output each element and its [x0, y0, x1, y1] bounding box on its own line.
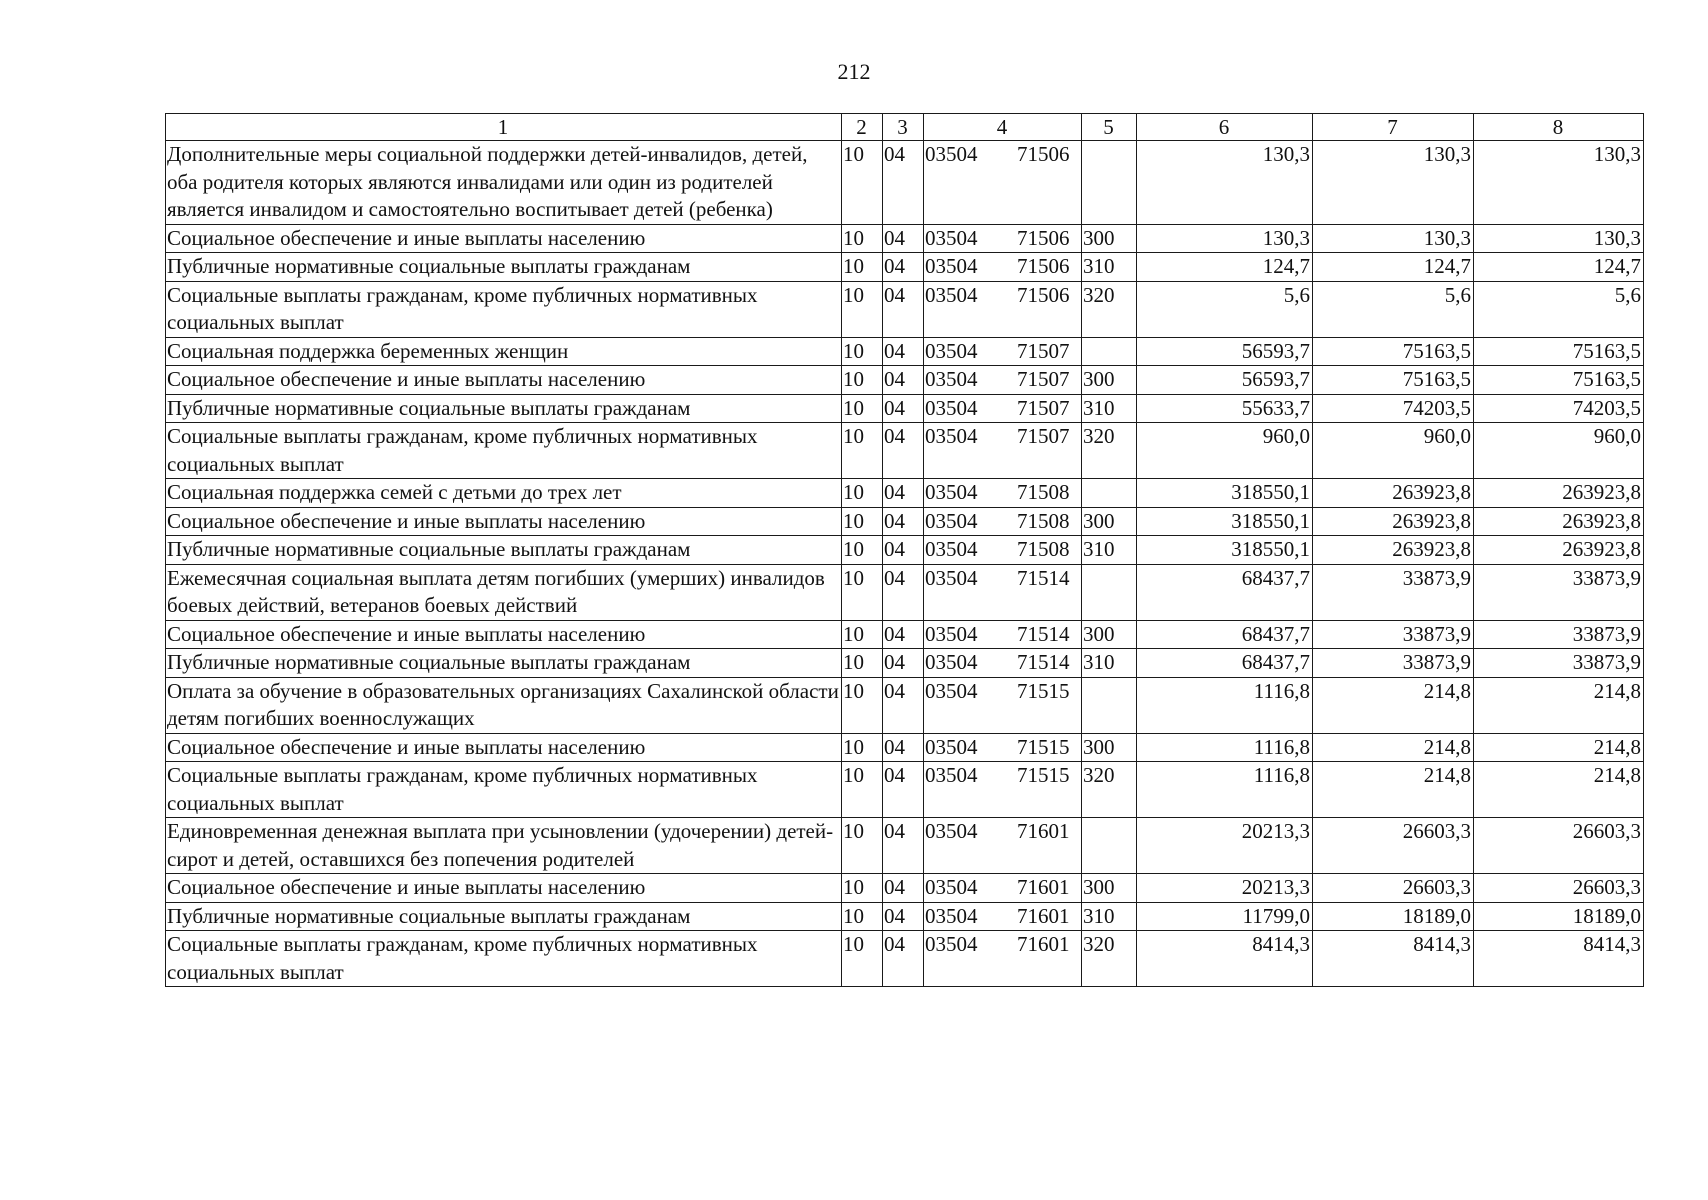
- row-target-article: [924, 762, 1082, 818]
- row-section-code: 10: [842, 423, 883, 479]
- row-name: Публичные нормативные социальные выплаты гражданам: [166, 649, 842, 678]
- row-subsection-code: 04: [883, 536, 924, 565]
- row-subsection-code: 04: [883, 394, 924, 423]
- row-direction-code: 71601: [1017, 932, 1070, 956]
- header-col-5: 5: [1082, 114, 1137, 141]
- header-col-8: 8: [1474, 114, 1644, 141]
- row-expense-type: [1082, 479, 1137, 508]
- row-expense-type: 310: [1082, 253, 1137, 282]
- table-body: [166, 141, 1644, 987]
- row-amount-col7: 263923,8: [1313, 536, 1474, 565]
- row-amount-col8: 263923,8: [1474, 479, 1644, 508]
- row-amount-col6: 130,3: [1137, 224, 1313, 253]
- row-name: Публичные нормативные социальные выплаты гражданам: [166, 253, 842, 282]
- row-direction-code: 71506: [1017, 282, 1070, 307]
- row-amount-col7: 74203,5: [1313, 394, 1474, 423]
- row-amount-col8: 960,0: [1474, 423, 1644, 479]
- row-target-article: [924, 902, 1082, 931]
- row-subsection-code: 04: [883, 818, 924, 874]
- row-target-article: [924, 733, 1082, 762]
- row-expense-type: [1082, 564, 1137, 620]
- row-amount-col6: 68437,7: [1137, 620, 1313, 649]
- row-program-code: 03504: [925, 508, 978, 533]
- row-target-article: [924, 479, 1082, 508]
- row-direction-code: 71506: [1017, 254, 1070, 278]
- row-section-code: 10: [842, 366, 883, 395]
- row-amount-col8: 214,8: [1474, 733, 1644, 762]
- row-program-code: 03504: [925, 142, 978, 166]
- row-expense-type: 320: [1082, 281, 1137, 337]
- row-direction-code: 71507: [1017, 395, 1070, 420]
- row-amount-col8: 214,8: [1474, 762, 1644, 818]
- row-expense-type: 300: [1082, 366, 1137, 395]
- row-expense-type: 300: [1082, 507, 1137, 536]
- row-amount-col6: 55633,7: [1137, 394, 1313, 423]
- row-program-code: 03504: [925, 819, 978, 843]
- row-target-article: [924, 394, 1082, 423]
- row-program-code: 03504: [925, 395, 978, 420]
- table-row: [166, 253, 1644, 282]
- row-amount-col8: 263923,8: [1474, 536, 1644, 565]
- row-amount-col6: 5,6: [1137, 281, 1313, 337]
- table-row: [166, 620, 1644, 649]
- row-amount-col8: 5,6: [1474, 281, 1644, 337]
- row-target-article: [924, 818, 1082, 874]
- row-name: Ежемесячная социальная выплата детям погибших (умерших) инвалидов боевых действий, ветеранов боевых действий: [166, 564, 842, 620]
- table-row: [166, 337, 1644, 366]
- row-amount-col6: 56593,7: [1137, 337, 1313, 366]
- row-amount-col7: 5,6: [1313, 281, 1474, 337]
- row-amount-col7: 26603,3: [1313, 818, 1474, 874]
- row-name: Социальное обеспечение и иные выплаты населению: [166, 733, 842, 762]
- row-amount-col7: 263923,8: [1313, 479, 1474, 508]
- row-target-article: [924, 874, 1082, 903]
- row-direction-code: 71506: [1017, 142, 1070, 166]
- row-amount-col8: 130,3: [1474, 224, 1644, 253]
- header-col-1: 1: [166, 114, 842, 141]
- header-col-2: 2: [842, 114, 883, 141]
- row-amount-col6: 56593,7: [1137, 366, 1313, 395]
- row-name: Социальное обеспечение и иные выплаты населению: [166, 620, 842, 649]
- row-name: Социальные выплаты гражданам, кроме публичных нормативных социальных выплат: [166, 423, 842, 479]
- row-name: Социальное обеспечение и иные выплаты населению: [166, 874, 842, 903]
- header-col-6: 6: [1137, 114, 1313, 141]
- row-amount-col7: 33873,9: [1313, 564, 1474, 620]
- row-direction-code: 71514: [1017, 565, 1070, 590]
- row-expense-type: 310: [1082, 649, 1137, 678]
- row-name: Публичные нормативные социальные выплаты гражданам: [166, 902, 842, 931]
- row-amount-col7: 33873,9: [1313, 620, 1474, 649]
- row-amount-col6: 11799,0: [1137, 902, 1313, 931]
- row-amount-col6: 1116,8: [1137, 762, 1313, 818]
- row-target-article: [924, 620, 1082, 649]
- row-direction-code: 71515: [1017, 763, 1070, 787]
- row-subsection-code: 04: [883, 620, 924, 649]
- row-program-code: 03504: [925, 621, 978, 646]
- row-amount-col6: 124,7: [1137, 253, 1313, 282]
- row-section-code: 10: [842, 931, 883, 987]
- row-section-code: 10: [842, 536, 883, 565]
- budget-table: [165, 113, 1644, 987]
- row-expense-type: 300: [1082, 874, 1137, 903]
- row-amount-col8: 75163,5: [1474, 366, 1644, 395]
- row-amount-col7: 75163,5: [1313, 337, 1474, 366]
- row-amount-col7: 130,3: [1313, 141, 1474, 225]
- row-program-code: 03504: [925, 932, 978, 956]
- row-program-code: 03504: [925, 537, 978, 561]
- row-amount-col7: 26603,3: [1313, 874, 1474, 903]
- row-target-article: [924, 649, 1082, 678]
- row-target-article: [924, 281, 1082, 337]
- table-row: [166, 733, 1644, 762]
- row-expense-type: 320: [1082, 762, 1137, 818]
- row-program-code: 03504: [925, 763, 978, 787]
- row-program-code: 03504: [925, 225, 978, 250]
- table-row: [166, 536, 1644, 565]
- row-subsection-code: 04: [883, 677, 924, 733]
- row-direction-code: 71601: [1017, 903, 1070, 928]
- row-section-code: 10: [842, 874, 883, 903]
- row-name: Социальное обеспечение и иные выплаты населению: [166, 507, 842, 536]
- table-row: [166, 423, 1644, 479]
- row-subsection-code: 04: [883, 224, 924, 253]
- row-name: Публичные нормативные социальные выплаты гражданам: [166, 394, 842, 423]
- row-program-code: 03504: [925, 282, 978, 307]
- row-amount-col6: 130,3: [1137, 141, 1313, 225]
- row-subsection-code: 04: [883, 874, 924, 903]
- row-name: Публичные нормативные социальные выплаты гражданам: [166, 536, 842, 565]
- row-amount-col6: 20213,3: [1137, 818, 1313, 874]
- row-subsection-code: 04: [883, 479, 924, 508]
- row-expense-type: 310: [1082, 902, 1137, 931]
- row-subsection-code: 04: [883, 733, 924, 762]
- table-row: [166, 366, 1644, 395]
- row-program-code: 03504: [925, 424, 978, 448]
- row-section-code: 10: [842, 479, 883, 508]
- row-direction-code: 71508: [1017, 537, 1070, 561]
- row-program-code: 03504: [925, 254, 978, 278]
- row-program-code: 03504: [925, 480, 978, 504]
- row-amount-col6: 318550,1: [1137, 507, 1313, 536]
- row-amount-col8: 214,8: [1474, 677, 1644, 733]
- row-program-code: 03504: [925, 903, 978, 928]
- row-program-code: 03504: [925, 367, 978, 391]
- row-program-code: 03504: [925, 565, 978, 590]
- row-program-code: 03504: [925, 338, 978, 363]
- row-section-code: 10: [842, 762, 883, 818]
- row-target-article: [924, 337, 1082, 366]
- row-amount-col8: 130,3: [1474, 141, 1644, 225]
- table-row: [166, 564, 1644, 620]
- row-name: Оплата за обучение в образовательных организациях Сахалинской области детям погибших военнослужащих: [166, 677, 842, 733]
- row-direction-code: 71507: [1017, 367, 1070, 391]
- row-amount-col6: 20213,3: [1137, 874, 1313, 903]
- row-amount-col7: 214,8: [1313, 733, 1474, 762]
- header-col-7: 7: [1313, 114, 1474, 141]
- row-expense-type: [1082, 818, 1137, 874]
- table-row: [166, 818, 1644, 874]
- row-amount-col6: 1116,8: [1137, 677, 1313, 733]
- row-direction-code: 71601: [1017, 819, 1070, 843]
- row-target-article: [924, 224, 1082, 253]
- row-target-article: [924, 253, 1082, 282]
- table-row: [166, 224, 1644, 253]
- row-amount-col6: 68437,7: [1137, 564, 1313, 620]
- row-section-code: 10: [842, 253, 883, 282]
- row-amount-col7: 214,8: [1313, 677, 1474, 733]
- row-target-article: [924, 536, 1082, 565]
- row-target-article: [924, 564, 1082, 620]
- row-subsection-code: 04: [883, 337, 924, 366]
- row-direction-code: 71601: [1017, 875, 1070, 899]
- row-subsection-code: 04: [883, 931, 924, 987]
- row-amount-col7: 960,0: [1313, 423, 1474, 479]
- row-amount-col7: 124,7: [1313, 253, 1474, 282]
- row-amount-col8: 124,7: [1474, 253, 1644, 282]
- page-number: 212: [837, 59, 871, 84]
- row-subsection-code: 04: [883, 902, 924, 931]
- row-amount-col6: 1116,8: [1137, 733, 1313, 762]
- row-amount-col7: 130,3: [1313, 224, 1474, 253]
- header-col-4: 4: [924, 114, 1082, 141]
- row-name: Единовременная денежная выплата при усыновлении (удочерении) детей-сирот и детей, оставшихся без попечения родителей: [166, 818, 842, 874]
- row-amount-col8: 18189,0: [1474, 902, 1644, 931]
- row-amount-col6: 318550,1: [1137, 479, 1313, 508]
- row-subsection-code: 04: [883, 649, 924, 678]
- row-name: Социальные выплаты гражданам, кроме публичных нормативных социальных выплат: [166, 931, 842, 987]
- table-row: [166, 874, 1644, 903]
- row-target-article: [924, 507, 1082, 536]
- row-amount-col6: 8414,3: [1137, 931, 1313, 987]
- row-amount-col7: 18189,0: [1313, 902, 1474, 931]
- table-row: [166, 394, 1644, 423]
- row-amount-col8: 33873,9: [1474, 620, 1644, 649]
- row-direction-code: 71514: [1017, 650, 1070, 674]
- row-amount-col7: 33873,9: [1313, 649, 1474, 678]
- row-expense-type: [1082, 677, 1137, 733]
- row-expense-type: 320: [1082, 931, 1137, 987]
- row-amount-col7: 263923,8: [1313, 507, 1474, 536]
- row-amount-col7: 214,8: [1313, 762, 1474, 818]
- row-section-code: 10: [842, 902, 883, 931]
- table-row: [166, 677, 1644, 733]
- row-name: Социальные выплаты гражданам, кроме публичных нормативных социальных выплат: [166, 281, 842, 337]
- row-amount-col8: 74203,5: [1474, 394, 1644, 423]
- table-row: [166, 507, 1644, 536]
- row-subsection-code: 04: [883, 281, 924, 337]
- row-name: Социальное обеспечение и иные выплаты населению: [166, 224, 842, 253]
- row-name: Социальная поддержка беременных женщин: [166, 337, 842, 366]
- table-row: [166, 281, 1644, 337]
- row-amount-col6: 960,0: [1137, 423, 1313, 479]
- row-program-code: 03504: [925, 875, 978, 899]
- row-name: Социальное обеспечение и иные выплаты населению: [166, 366, 842, 395]
- row-direction-code: 71508: [1017, 480, 1070, 504]
- row-section-code: 10: [842, 677, 883, 733]
- row-amount-col6: 68437,7: [1137, 649, 1313, 678]
- row-amount-col8: 263923,8: [1474, 507, 1644, 536]
- row-direction-code: 71507: [1017, 338, 1070, 363]
- row-subsection-code: 04: [883, 366, 924, 395]
- row-subsection-code: 04: [883, 762, 924, 818]
- row-section-code: 10: [842, 141, 883, 225]
- row-section-code: 10: [842, 620, 883, 649]
- row-direction-code: 71508: [1017, 508, 1070, 533]
- table-row: [166, 141, 1644, 225]
- row-amount-col8: 33873,9: [1474, 564, 1644, 620]
- row-section-code: 10: [842, 224, 883, 253]
- row-program-code: 03504: [925, 678, 978, 703]
- table-row: [166, 931, 1644, 987]
- row-program-code: 03504: [925, 734, 978, 759]
- row-target-article: [924, 141, 1082, 225]
- row-target-article: [924, 423, 1082, 479]
- row-expense-type: 300: [1082, 224, 1137, 253]
- row-amount-col6: 318550,1: [1137, 536, 1313, 565]
- table-header: [166, 114, 1644, 141]
- row-subsection-code: 04: [883, 564, 924, 620]
- row-expense-type: [1082, 141, 1137, 225]
- row-target-article: [924, 931, 1082, 987]
- row-section-code: 10: [842, 564, 883, 620]
- row-subsection-code: 04: [883, 423, 924, 479]
- row-amount-col8: 33873,9: [1474, 649, 1644, 678]
- row-direction-code: 71515: [1017, 678, 1070, 703]
- row-section-code: 10: [842, 337, 883, 366]
- row-section-code: 10: [842, 394, 883, 423]
- table-row: [166, 649, 1644, 678]
- row-amount-col8: 75163,5: [1474, 337, 1644, 366]
- row-direction-code: 71514: [1017, 621, 1070, 646]
- row-amount-col7: 75163,5: [1313, 366, 1474, 395]
- row-amount-col7: 8414,3: [1313, 931, 1474, 987]
- header-col-3: 3: [883, 114, 924, 141]
- row-section-code: 10: [842, 281, 883, 337]
- row-subsection-code: 04: [883, 507, 924, 536]
- row-expense-type: 310: [1082, 394, 1137, 423]
- row-section-code: 10: [842, 507, 883, 536]
- row-target-article: [924, 677, 1082, 733]
- row-section-code: 10: [842, 818, 883, 874]
- row-section-code: 10: [842, 733, 883, 762]
- row-direction-code: 71507: [1017, 424, 1070, 448]
- header-row: [166, 114, 1644, 141]
- table-row: [166, 902, 1644, 931]
- row-expense-type: 300: [1082, 733, 1137, 762]
- row-program-code: 03504: [925, 650, 978, 674]
- row-target-article: [924, 366, 1082, 395]
- row-expense-type: 320: [1082, 423, 1137, 479]
- row-section-code: 10: [842, 649, 883, 678]
- row-direction-code: 71515: [1017, 734, 1070, 759]
- row-subsection-code: 04: [883, 253, 924, 282]
- row-expense-type: 310: [1082, 536, 1137, 565]
- row-expense-type: [1082, 337, 1137, 366]
- row-direction-code: 71506: [1017, 225, 1070, 250]
- table-row: [166, 479, 1644, 508]
- row-subsection-code: 04: [883, 141, 924, 225]
- table-row: [166, 762, 1644, 818]
- row-expense-type: 300: [1082, 620, 1137, 649]
- row-name: Социальная поддержка семей с детьми до трех лет: [166, 479, 842, 508]
- row-amount-col8: 26603,3: [1474, 874, 1644, 903]
- row-name: Социальные выплаты гражданам, кроме публичных нормативных социальных выплат: [166, 762, 842, 818]
- row-amount-col8: 26603,3: [1474, 818, 1644, 874]
- row-amount-col8: 8414,3: [1474, 931, 1644, 987]
- row-name: Дополнительные меры социальной поддержки детей-инвалидов, детей, оба родителя которых являются инвалидами или один из родителей является инвалидом и самостоятельно воспитывает детей (ребенка): [166, 141, 842, 225]
